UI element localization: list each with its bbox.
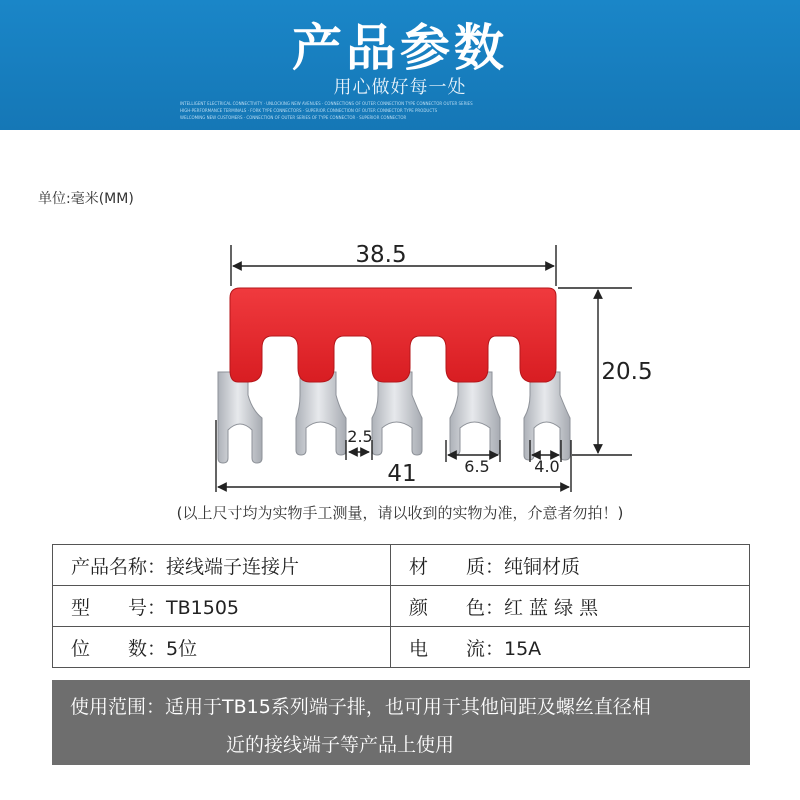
spec-color: 颜 色：红 蓝 绿 黑: [391, 586, 750, 627]
dim-slot-width: 2.5: [347, 427, 373, 446]
spec-model: 型 号：TB1505: [53, 586, 391, 627]
fork-1: [218, 372, 262, 463]
spec-product-name: 产品名称：接线端子连接片: [53, 545, 391, 586]
dim-pitch: 6.5: [464, 457, 490, 476]
metal-forks: [218, 372, 570, 463]
banner-fine-print-1: INTELLIGENT ELECTRICAL CONNECTIVITY · UNLOCKING NEW AVENUES · CONNECTIONS OF OUTER CONNECTION TYPE CONNECTOR OUTER SERIES: [180, 101, 473, 106]
page-title: 产品参数: [292, 19, 508, 77]
page-subtitle: 用心做好每一处: [333, 77, 467, 98]
measurement-note: (以上尺寸均为实物手工测量，请以收到的实物为准，介意者勿拍！): [176, 504, 624, 522]
dim-top-width: 38.5: [355, 242, 407, 268]
spec-table: [52, 544, 750, 668]
table-row: [53, 627, 750, 668]
fork-2: [296, 372, 346, 455]
usage-text-line-2: 近的接线端子等产品上使用: [226, 734, 455, 756]
usage-panel: [52, 680, 750, 765]
unit-label: 单位:毫米(MM): [38, 191, 134, 207]
product-dimension-drawing: [0, 225, 800, 505]
red-insulator: [230, 288, 556, 382]
fork-3: [372, 372, 422, 455]
header-banner: [0, 0, 800, 130]
fork-5: [524, 372, 570, 460]
dim-bottom-width: 41: [387, 461, 417, 487]
table-row: [53, 545, 750, 586]
spec-current: 电 流：15A: [391, 627, 750, 668]
dim-height: 20.5: [601, 359, 653, 385]
fork-4: [450, 372, 500, 455]
banner-fine-print-2: HIGH-PERFORMANCE TERMINALS · FORK TYPE CONNECTORS · SUPERIOR CONNECTION OF OUTER CONNECTOR TYPE PRODUCTS: [180, 108, 438, 113]
spec-positions: 位 数：5位: [53, 627, 391, 668]
banner-fine-print-3: WELCOMING NEW CUSTOMERS · CONNECTION OF OUTER SERIES OF TYPE CONNECTOR · SUPERIOR CONNECTOR: [180, 115, 407, 120]
usage-text-line-1: 使用范围：适用于TB15系列端子排，也可用于其他间距及螺丝直径相: [70, 696, 651, 718]
table-row: [53, 586, 750, 627]
spec-material: 材 质：纯铜材质: [391, 545, 750, 586]
dim-fork-width: 4.0: [534, 457, 560, 476]
